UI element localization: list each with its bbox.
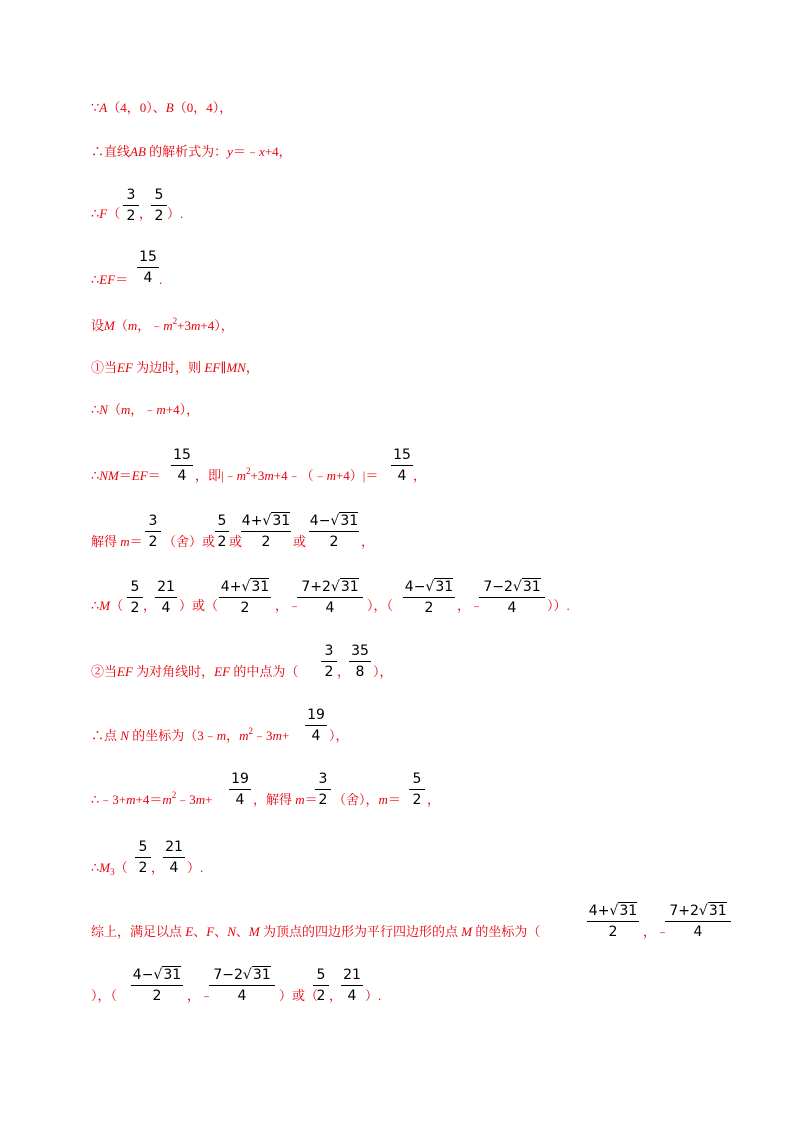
document-page: ∵A（4，0）、B（0，4）， ∴直线AB 的解析式为：y＝﹣x+4， ∴F（ 3 2 ， 5 2 ）. ∴EF＝ 15 4 . 设M（m，$﹣m^2+3m+4$）， ①当EF 为边时，则 EF∥MN， ∴N（m，﹣m+4）， ∴NM＝EF＝ 15 4 ，即$|﹣m^2+3m+4﹣(﹣m+4)|=$ 15 4 ， 解得 m＝ 3 2 （舍）或 5 2 或 4+√31 2 或 4−√31 2 ， ∴M（ 5 2 ， 21 4 ）或（ 4+√31 2 ，﹣ 7+2√31 4 ），（ 4−√31 2 ，﹣ 7−2√31 4 ））. ②当EF 为对角线时，EF 的中点为（ 3 2 ， 35 8 ）， ∴点 N 的坐标为（3﹣m，$m^2﹣3m+$ 19 4 ）， $\therefore﹣3+m+4=m^2﹣3m+$ 19 4 ，解得 m＝ 3 2 （舍），m＝ 5 2 ， $\therefore M_3$（ 5 2 ， 21 4 ）. 综上，满足以点 E、F、N、M 为顶点的四边形为平行四边形的点 M 的坐标为（ 4+√31 2 ，﹣ 7+2√31 4 ），（ 4−√31 2 ，﹣ 7−2√31 4 ）或（ 5 2 ， 21 4 ）. — [0, 0, 800, 1132]
line-15a: 综上，满足以点 E、F、N、M 为顶点的四边形为平行四边形的点 M 的坐标为（ 4+√31 2 ，﹣ 7+2√31 4 — [91, 902, 771, 962]
